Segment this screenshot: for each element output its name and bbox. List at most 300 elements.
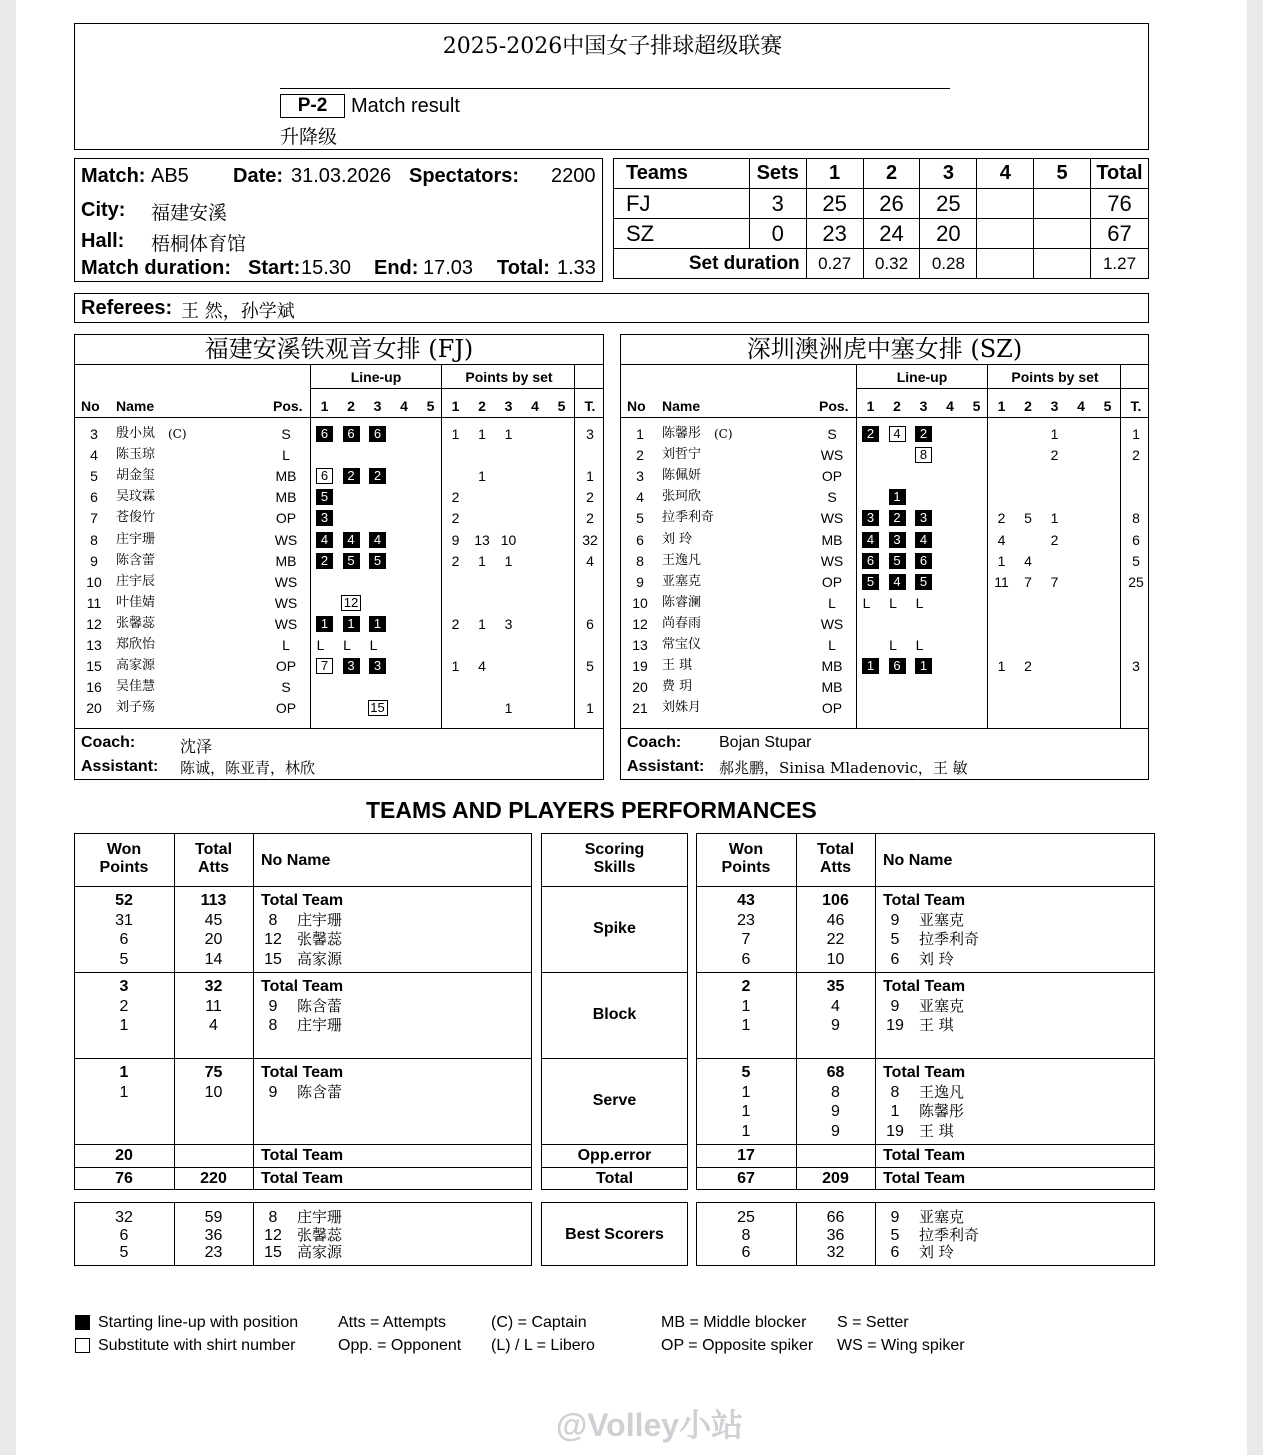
total-atts: 9 [831, 1103, 840, 1120]
legend-op: OP = Opposite spiker [661, 1337, 814, 1354]
player-position: L [828, 637, 836, 653]
title-divider [621, 364, 1148, 365]
player-position: OP [821, 468, 843, 485]
title-divider [75, 364, 603, 365]
lineup-set-header: 4 [946, 398, 954, 414]
legend-starting: Starting line-up with position [98, 1314, 299, 1331]
player-row [621, 677, 1148, 697]
won-points: 1 [119, 1083, 129, 1101]
results-row-fj [614, 189, 1149, 219]
total-atts: 10 [204, 1083, 223, 1101]
points-set-header: 2 [478, 398, 486, 414]
starting-position-box: 2 [343, 468, 360, 484]
referees-label: Referees: [81, 297, 173, 319]
lineup-set-header: 3 [919, 398, 928, 414]
set-points: 1 [451, 426, 460, 442]
total-atts: 23 [204, 1244, 223, 1261]
player-number: 12 [632, 615, 648, 632]
player-position: S [281, 426, 291, 442]
team-code: SZ [614, 219, 750, 249]
substitute-swatch [75, 1338, 90, 1353]
player-name: 陈睿澜 [662, 594, 702, 610]
skill-opp-error: Opp.error [577, 1147, 652, 1164]
won-points: 32 [115, 1209, 133, 1226]
won-points: 1 [741, 1083, 751, 1101]
assistant-names: 陈诚，陈亚青，林欣 [180, 759, 316, 777]
col-pos: Pos. [273, 398, 303, 414]
captain-mark: (C) [168, 427, 187, 441]
total-atts: 36 [826, 1226, 845, 1244]
col-total: Total [1090, 159, 1148, 189]
team-total-label: Total Team [883, 1064, 966, 1081]
set-duration-label: Set duration [614, 249, 807, 279]
total-atts: 8 [831, 1083, 840, 1101]
player-name: 叶佳婧 [116, 594, 156, 610]
won-points: 6 [741, 950, 751, 968]
watermark: @Volley小站 [556, 1407, 744, 1443]
starting-position-box: 3 [915, 510, 932, 526]
performance-title: TEAMS AND PLAYERS PERFORMANCES [366, 797, 817, 823]
starting-position-box: 5 [915, 574, 932, 590]
won-points: 2 [741, 978, 751, 995]
player-name: 郑欣怡 [116, 637, 156, 652]
hline [74, 1144, 532, 1145]
title-underline [280, 88, 950, 89]
player-number: 9 [268, 997, 278, 1015]
col-pos: Pos. [819, 398, 849, 414]
won-points: 67 [737, 1170, 755, 1187]
hline [541, 972, 688, 973]
player-number: 19 [886, 1122, 904, 1140]
set-duration: 0.28 [920, 249, 977, 279]
col-set5: 5 [1034, 159, 1091, 189]
points-set-header: 3 [1050, 398, 1059, 414]
player-name: 费 玥 [662, 679, 693, 695]
player-number: 11 [86, 594, 102, 611]
player-number: 8 [268, 1017, 278, 1034]
player-name: 亚塞克 [919, 996, 965, 1015]
player-number: 3 [636, 468, 644, 485]
col-set3: 3 [920, 159, 977, 189]
skill-serve: Serve [592, 1092, 637, 1109]
set-points: 2 [997, 510, 1006, 527]
player-position: WS [820, 615, 844, 632]
col-set2: 2 [863, 159, 920, 189]
total-points: 3 [1132, 658, 1140, 675]
lineup-set-header: 1 [320, 398, 329, 414]
player-row [75, 508, 603, 528]
player-name: 拉季利奇 [919, 930, 980, 948]
assistant-names: 郝兆鹏，Sinisa Mladenovic，王 敏 [719, 759, 968, 777]
player-number: 3 [90, 426, 98, 442]
team-total-label: Total Team [261, 1147, 344, 1164]
hline [696, 1058, 1155, 1059]
col-no: No [627, 398, 646, 414]
col-set4: 4 [977, 159, 1034, 189]
player-row [75, 572, 603, 592]
starting-position-box: 5 [316, 489, 333, 505]
won-points: 5 [119, 950, 129, 968]
starting-position-box: 2 [369, 468, 386, 484]
player-name: 庄宇珊 [116, 531, 156, 547]
points-header: Points by set [1011, 369, 1099, 385]
player-row [621, 445, 1148, 465]
starting-position-box: 5 [889, 553, 906, 569]
points-header: Points by set [465, 369, 553, 385]
total-points: 5 [586, 658, 594, 675]
set-score: 26 [863, 189, 920, 219]
total-atts: 14 [204, 950, 223, 968]
set-duration [1034, 249, 1091, 279]
set-points: 3 [504, 615, 513, 632]
total-label: Total: [497, 257, 550, 279]
total-atts: 9 [831, 1017, 840, 1034]
match-info-box [74, 158, 603, 282]
vline [875, 1202, 876, 1266]
legend-s: S = Setter [837, 1314, 909, 1331]
coach-divider [75, 728, 603, 729]
scoresheet-page [16, 0, 1247, 1455]
spectators-value: 2200 [551, 165, 596, 187]
player-number: 6 [90, 489, 98, 506]
set-points: 1 [478, 468, 486, 485]
total-points: 1 [586, 468, 594, 485]
set-points: 1 [997, 658, 1006, 675]
player-name: 胡金玺 [116, 468, 156, 484]
player-position: MB [275, 489, 297, 506]
team-title: 福建安溪铁观音女排 (FJ) [204, 335, 474, 363]
won-points: 25 [737, 1209, 755, 1226]
player-number: 5 [890, 931, 900, 948]
player-number: 5 [90, 468, 98, 485]
set-score [977, 189, 1034, 219]
player-name: 刘姝月 [662, 700, 702, 716]
set-points: 4 [478, 658, 486, 675]
set-points: 1 [451, 658, 460, 675]
hline [541, 1058, 688, 1059]
player-name: 刘 玲 [919, 1243, 954, 1261]
starting-position-box: 1 [915, 658, 932, 674]
starting-position-box: 4 [369, 532, 386, 548]
total-points: 76 [1090, 189, 1148, 219]
won-points: 31 [115, 911, 133, 929]
set-duration [977, 249, 1034, 279]
player-position: S [827, 489, 837, 506]
libero-mark: L [343, 637, 351, 653]
lineup-set-header: 5 [426, 398, 435, 414]
player-name: 刘哲宁 [662, 447, 702, 463]
spectators-label: Spectators: [409, 165, 520, 187]
points-set-header: 1 [451, 398, 460, 414]
skill-total: Total [595, 1170, 634, 1187]
substitute-box: 15 [368, 700, 388, 716]
total-atts: 106 [822, 892, 849, 909]
hline [74, 886, 532, 887]
player-name: 庄宇辰 [116, 573, 156, 589]
player-number: 19 [632, 658, 648, 675]
player-number: 9 [636, 573, 644, 590]
starting-position-box: 1 [862, 658, 879, 674]
team-total-label: Total Team [261, 892, 344, 909]
player-name: 庄宇珊 [297, 1016, 343, 1034]
player-position: WS [274, 594, 298, 611]
stage-label: 升降级 [280, 126, 338, 148]
total-atts: 220 [200, 1170, 227, 1187]
hline [696, 1167, 1155, 1168]
player-number: 5 [890, 1226, 900, 1244]
lineup-set-header: 4 [400, 398, 408, 414]
total-atts: 45 [204, 911, 223, 929]
legend-substitute: Substitute with shirt number [98, 1337, 296, 1354]
total-atts: 11 [205, 997, 222, 1015]
player-position: WS [274, 573, 298, 590]
player-row [75, 677, 603, 697]
player-position: WS [274, 531, 298, 548]
starting-position-box: 4 [862, 532, 879, 548]
player-position: WS [820, 510, 844, 527]
hall-value: 梧桐体育馆 [151, 233, 247, 255]
player-row [75, 593, 603, 613]
won-points: 7 [741, 931, 751, 948]
skill-block: Block [592, 1006, 637, 1023]
player-name: 刘 玲 [662, 531, 693, 547]
set-points: 4 [1024, 552, 1032, 569]
starting-position-box: 6 [316, 426, 333, 442]
player-number: 6 [636, 531, 644, 548]
header-won: Won [728, 841, 764, 858]
player-position: OP [275, 700, 297, 717]
player-name: 高家源 [297, 949, 343, 968]
total-points: 67 [1090, 219, 1148, 249]
won-points: 1 [741, 1017, 751, 1034]
lineup-set-header: 2 [347, 398, 355, 414]
total-atts: 46 [826, 911, 845, 929]
player-number: 1 [890, 1103, 900, 1120]
player-row [621, 530, 1148, 550]
player-number: 8 [268, 1209, 278, 1226]
won-points: 1 [741, 997, 751, 1015]
lineup-set-header: 3 [373, 398, 382, 414]
player-number: 1 [636, 426, 644, 442]
col-name: Name [116, 398, 155, 414]
set-points: 1 [504, 426, 513, 442]
player-number: 4 [90, 447, 98, 464]
player-name: 陈馨彤 [662, 426, 702, 441]
set-score [1034, 219, 1091, 249]
won-points: 3 [119, 978, 129, 995]
player-row [75, 530, 603, 550]
player-row [75, 466, 603, 486]
player-number: 16 [86, 679, 102, 696]
total-points: 8 [1132, 510, 1140, 527]
won-points: 52 [115, 892, 133, 909]
set-duration-row [614, 249, 1149, 279]
substitute-box: 4 [889, 426, 906, 442]
roster-sz [620, 334, 1149, 780]
libero-mark: L [889, 594, 897, 611]
player-name: 常宝仪 [662, 637, 702, 652]
set-score: 25 [806, 189, 863, 219]
player-name: 拉季利奇 [662, 510, 715, 526]
end-label: End: [374, 257, 419, 279]
hline [74, 1058, 532, 1059]
match-label: Match: [81, 165, 146, 187]
player-name: 亚塞克 [919, 1208, 965, 1226]
skill-spike: Spike [593, 920, 636, 937]
legend-libero: (L) / L = Libero [491, 1337, 595, 1354]
player-name: 张馨蕊 [297, 1225, 343, 1244]
results-table [613, 158, 1149, 279]
player-position: L [282, 637, 290, 653]
player-row [75, 551, 603, 571]
set-points: 1 [478, 615, 486, 632]
set-points: 11 [994, 573, 1009, 590]
set-points: 2 [451, 552, 460, 569]
player-number: 5 [636, 510, 644, 527]
set-score: 24 [863, 219, 920, 249]
total-atts: 59 [204, 1209, 223, 1226]
set-points: 2 [1050, 531, 1059, 548]
total-points: 32 [582, 531, 598, 548]
total-atts: 4 [831, 997, 840, 1015]
set-points: 1 [504, 552, 513, 569]
total-points: 2 [586, 510, 594, 527]
hline [74, 972, 532, 973]
won-points: 5 [741, 1064, 751, 1081]
lineup-set-header: 5 [972, 398, 981, 414]
team-total-label: Total Team [261, 978, 344, 995]
hline [74, 1167, 532, 1168]
player-row [621, 424, 1148, 444]
player-position: MB [275, 468, 297, 485]
player-number: 21 [632, 700, 648, 717]
group-divider [856, 388, 1148, 389]
coach-divider [621, 728, 1148, 729]
player-row [621, 614, 1148, 634]
player-row [621, 466, 1148, 486]
player-number: 10 [86, 573, 102, 590]
hline [696, 972, 1155, 973]
player-number: 6 [890, 1244, 900, 1261]
header-divider [75, 417, 603, 418]
total-points: 6 [1132, 531, 1140, 548]
player-number: 8 [90, 531, 98, 548]
player-name: 苍俊竹 [116, 510, 156, 526]
player-row [621, 698, 1148, 718]
legend-mb: MB = Middle blocker [661, 1314, 807, 1331]
total-atts: 36 [204, 1226, 223, 1244]
date-label: Date: [233, 165, 284, 187]
legend-atts: Atts = Attempts [338, 1314, 447, 1331]
starting-position-box: 2 [862, 426, 879, 442]
player-row [621, 656, 1148, 676]
player-number: 12 [264, 931, 282, 948]
player-number: 8 [636, 552, 644, 569]
player-number: 13 [86, 637, 102, 653]
player-number: 20 [86, 700, 102, 717]
player-name: 张馨蕊 [116, 615, 156, 631]
won-points: 6 [119, 1226, 129, 1244]
points-set-header: 3 [504, 398, 513, 414]
starting-position-box: 2 [889, 510, 906, 526]
legend-opp: Opp. = Opponent [338, 1337, 462, 1354]
match-number: AB5 [151, 165, 189, 187]
total-points: 3 [586, 426, 594, 442]
lineup-set-header: 2 [893, 398, 901, 414]
set-points: 10 [500, 531, 517, 548]
doc-title: Match result [351, 95, 460, 117]
team-total-label: Total Team [883, 1147, 966, 1164]
set-duration: 0.27 [806, 249, 863, 279]
starting-position-box: 6 [915, 553, 932, 569]
set-score: 25 [920, 189, 977, 219]
set-points: 1 [478, 552, 486, 569]
lineup-set-header: 1 [866, 398, 875, 414]
player-position: MB [821, 658, 843, 675]
won-points: 1 [741, 1103, 751, 1120]
total-atts: 68 [826, 1064, 845, 1081]
col-set1: 1 [806, 159, 863, 189]
starting-position-box: 4 [915, 532, 932, 548]
starting-position-box: 1 [369, 616, 386, 632]
player-number: 15 [86, 658, 102, 675]
player-number: 13 [632, 637, 648, 653]
hline [541, 1144, 688, 1145]
referees-names: 王 然，孙学斌 [181, 301, 295, 322]
set-points: 2 [451, 510, 460, 527]
player-number: 6 [890, 950, 900, 968]
total-points: 4 [586, 552, 594, 569]
header-total: Total [816, 841, 855, 858]
player-number: 9 [90, 552, 98, 569]
starting-position-box: 2 [316, 553, 333, 569]
set-points: 1 [1050, 426, 1059, 442]
match-date: 31.03.2026 [291, 165, 392, 187]
starting-position-box: 5 [862, 574, 879, 590]
total-points: 2 [1132, 447, 1140, 464]
header-atts: Atts [197, 859, 230, 876]
set-points: 1 [1050, 510, 1059, 527]
player-name: 高家源 [116, 658, 156, 674]
player-number: 2 [636, 447, 644, 464]
hline [696, 1144, 1155, 1145]
won-points: 2 [119, 997, 129, 1015]
lineup-header: Line-up [350, 369, 402, 385]
starting-position-box: 4 [343, 532, 360, 548]
set-score: 23 [806, 219, 863, 249]
libero-mark: L [369, 637, 378, 653]
roster-fj [74, 334, 604, 780]
legend-ws: WS = Wing spiker [837, 1337, 965, 1354]
end-value: 17.03 [423, 257, 474, 279]
coach-name: Bojan Stupar [719, 734, 812, 751]
starting-position-box: 6 [343, 426, 360, 442]
set-points: 5 [1024, 510, 1032, 527]
player-number: 7 [90, 510, 98, 527]
header-no-name: No Name [883, 852, 953, 869]
points-set-header: 2 [1024, 398, 1032, 414]
starting-position-box: 1 [889, 489, 906, 505]
player-number: 8 [890, 1083, 900, 1101]
player-name: 王 琪 [919, 1121, 954, 1140]
libero-mark: L [889, 637, 897, 653]
col-no: No [81, 398, 100, 414]
points-set-header: 5 [1103, 398, 1112, 414]
col-sets: Sets [749, 159, 806, 189]
player-position: S [281, 679, 291, 696]
won-points: 20 [115, 1147, 133, 1164]
player-position: WS [820, 552, 844, 569]
